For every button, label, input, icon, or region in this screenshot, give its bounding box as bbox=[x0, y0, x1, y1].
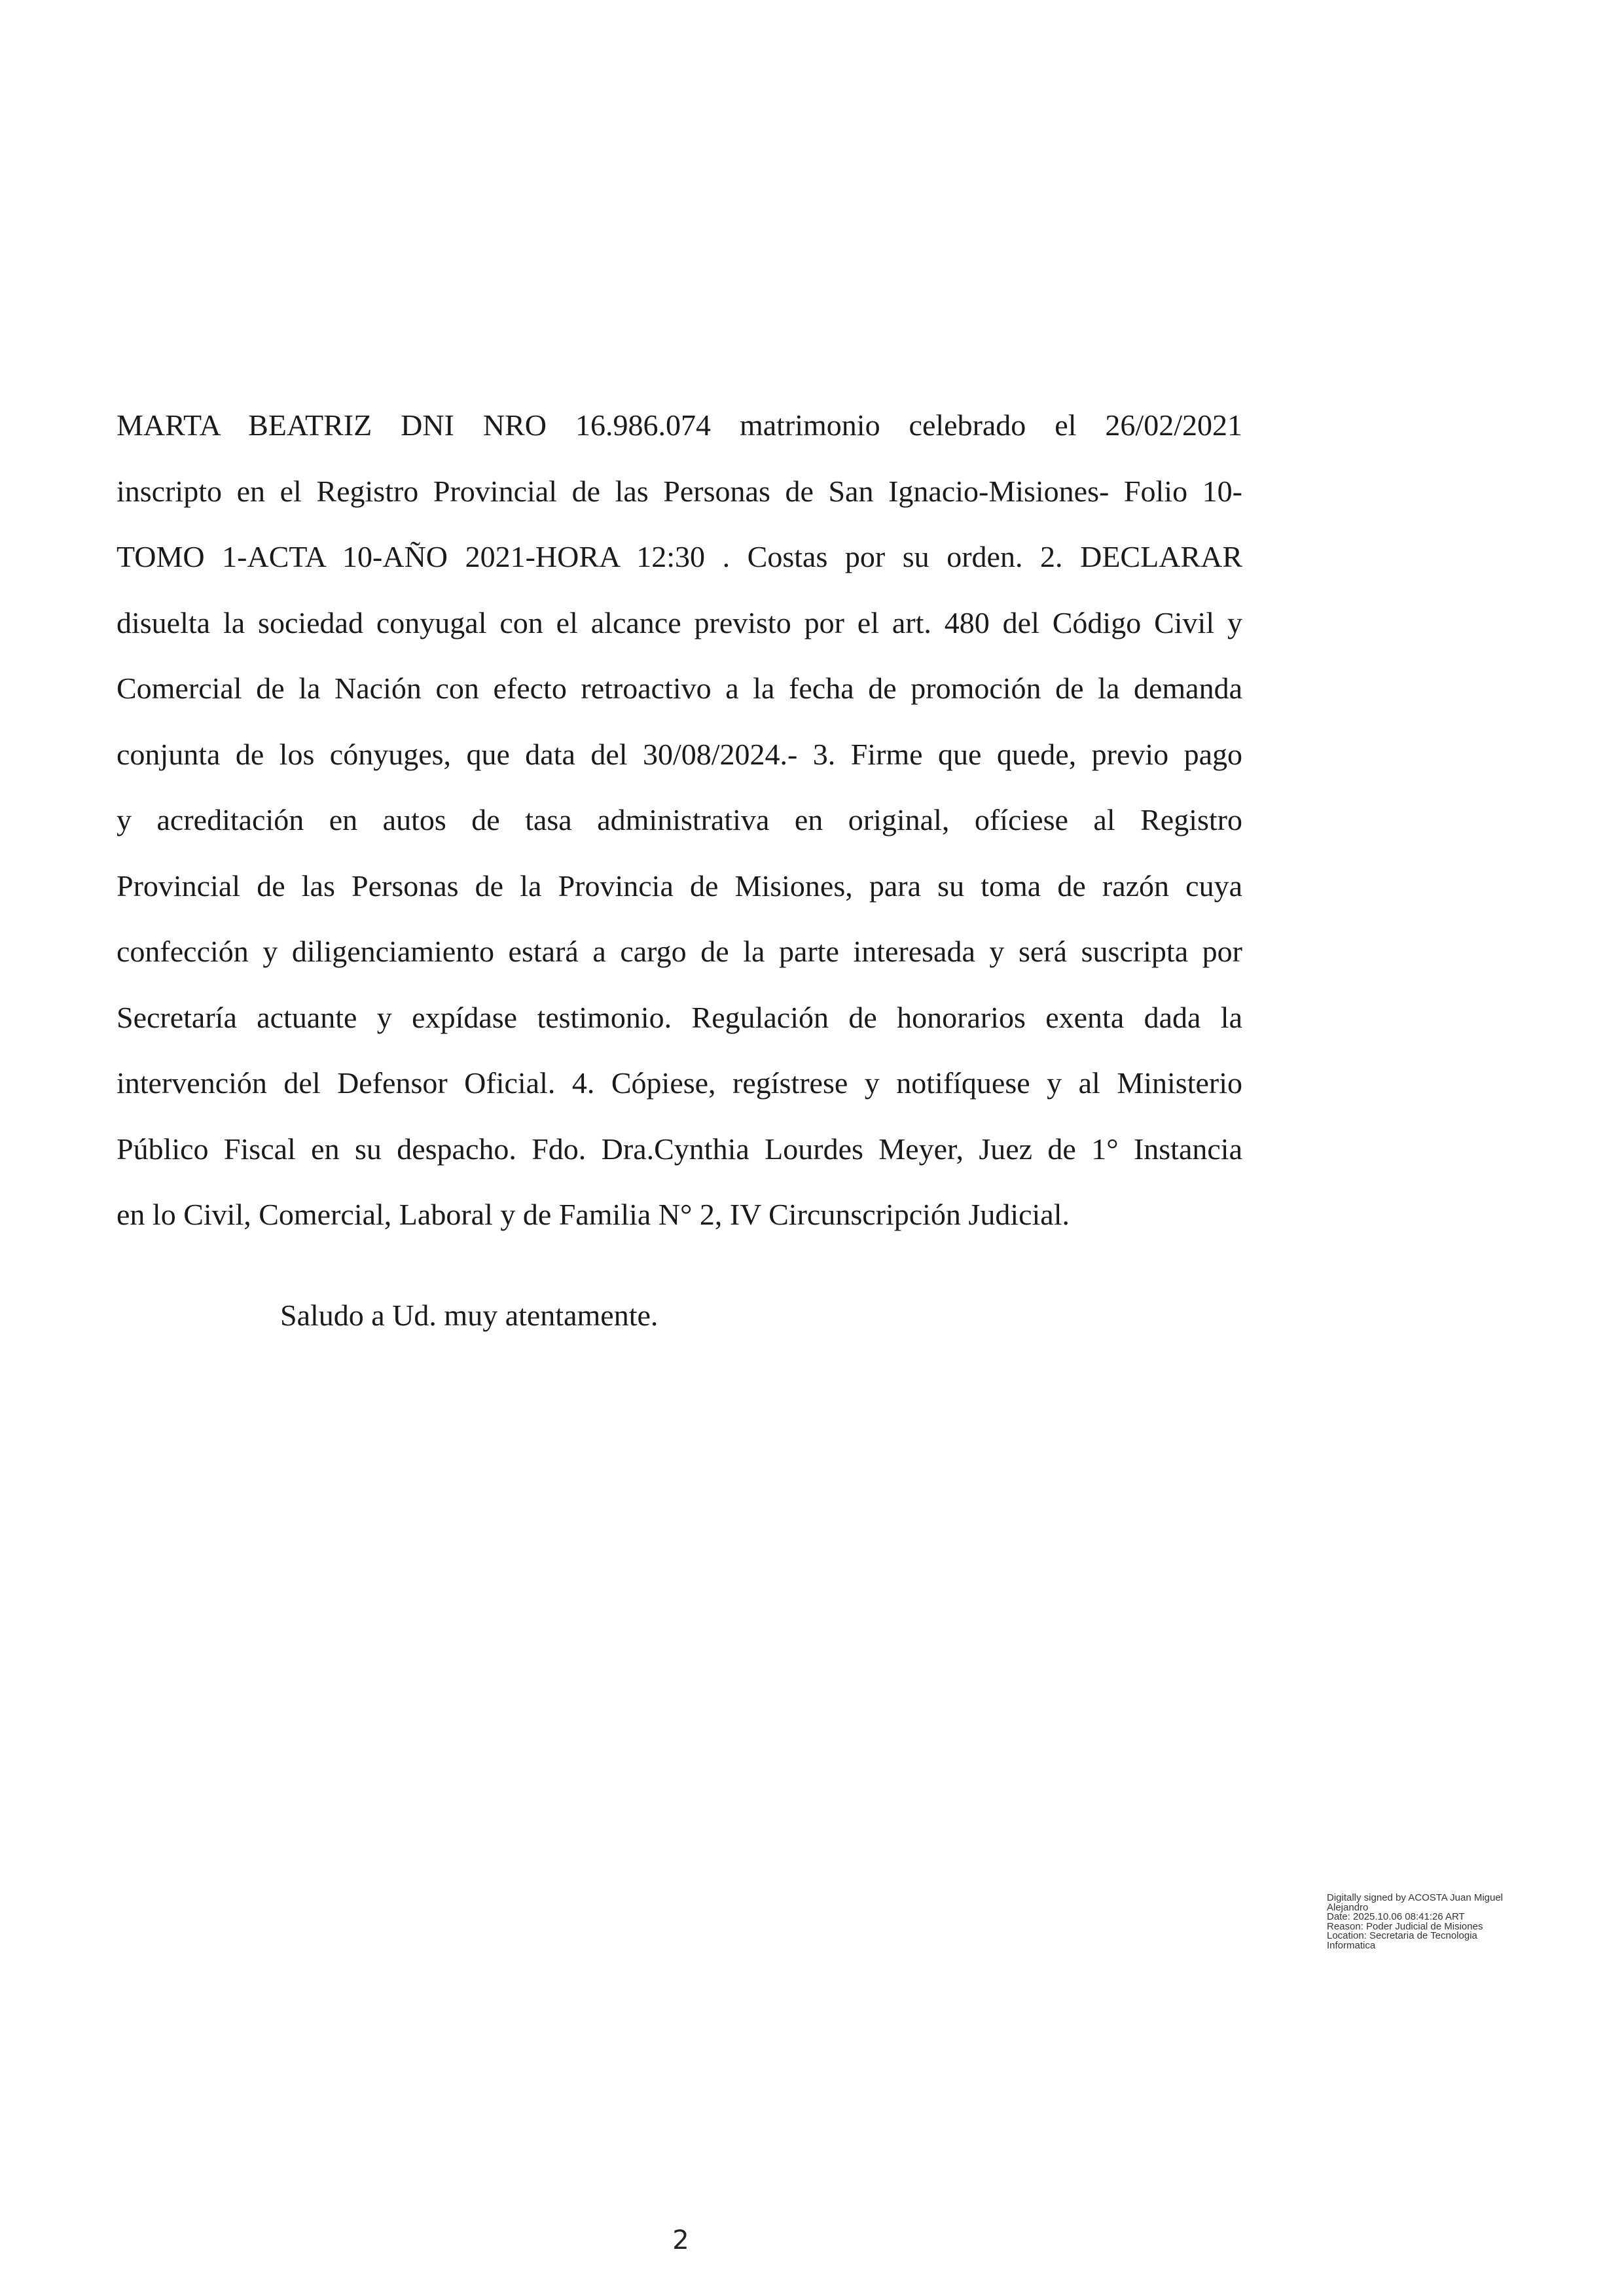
signature-location: Location: Secretaria de Tecnologia bbox=[1327, 1930, 1477, 1941]
signature-signer-cont: Alejandro bbox=[1327, 1901, 1369, 1913]
body-line-9: confección y diligenciamiento estará a cargo de la parte interesada y será suscripta por bbox=[117, 935, 1242, 968]
closing-salutation: Saludo a Ud. muy atentamente. bbox=[280, 1299, 659, 1332]
body-line-4: disuelta la sociedad conyugal con el alcance previsto por el art. 480 del Código Civil y bbox=[117, 605, 1242, 639]
signature-location-cont: Informatica bbox=[1327, 1939, 1376, 1951]
signature-date: Date: 2025.10.06 08:41:26 ART bbox=[1327, 1911, 1465, 1922]
page-number: 2 bbox=[672, 2225, 689, 2255]
signature-signer: Digitally signed by ACOSTA Juan Miguel bbox=[1327, 1892, 1504, 1903]
signature-reason: Reason: Poder Judicial de Misiones bbox=[1327, 1920, 1483, 1932]
body-line-6: conjunta de los cónyuges, que data del 30/08/2024.- 3. Firme que quede, previo pago bbox=[117, 737, 1242, 771]
body-line-3: TOMO 1-ACTA 10-AÑO 2021-HORA 12:30 . Costas por su orden. 2. DECLARAR bbox=[117, 540, 1242, 573]
body-line-2: inscripto en el Registro Provincial de las Personas de San Ignacio-Misiones- Folio 10- bbox=[117, 474, 1242, 508]
body-line-7: y acreditación en autos de tasa administrativa en original, ofíciese al Registro bbox=[117, 803, 1242, 836]
body-line-13: en lo Civil, Comercial, Laboral y de Familia N° 2, IV Circunscripción Judicial. bbox=[117, 1198, 1070, 1231]
body-line-1: MARTA BEATRIZ DNI NRO 16.986.074 matrimonio celebrado el 26/02/2021 bbox=[117, 408, 1242, 442]
digital-signature-block bbox=[1327, 1893, 1543, 1950]
body-line-12: Público Fiscal en su despacho. Fdo. Dra.Cynthia Lourdes Meyer, Juez de 1° Instancia bbox=[117, 1132, 1242, 1166]
body-line-10: Secretaría actuante y expídase testimonio. Regulación de honorarios exenta dada la bbox=[117, 1000, 1242, 1034]
body-line-11: intervención del Defensor Oficial. 4. Cópiese, regístrese y notifíquese y al Ministerio bbox=[117, 1066, 1242, 1100]
document-body bbox=[117, 393, 1242, 1248]
body-line-8: Provincial de las Personas de la Provincia de Misiones, para su toma de razón cuya bbox=[117, 869, 1242, 903]
body-line-5: Comercial de la Nación con efecto retroactivo a la fecha de promoción de la demanda bbox=[117, 672, 1242, 705]
